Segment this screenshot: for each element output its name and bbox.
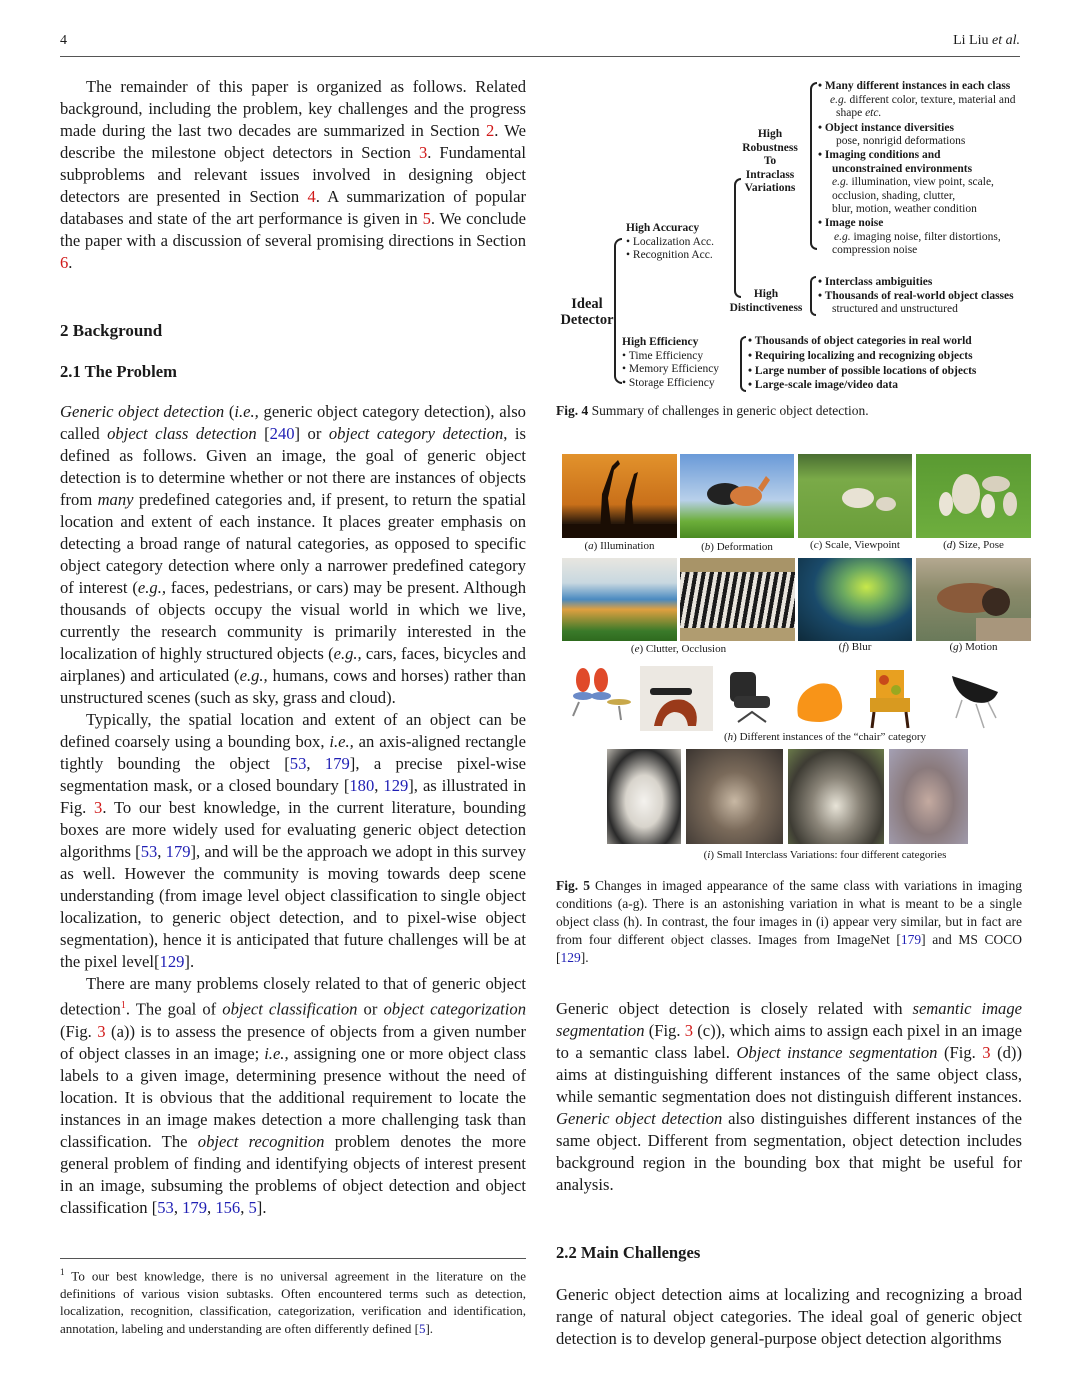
citation-link[interactable]: 53 bbox=[289, 754, 307, 773]
caption-h: (h) Different instances of the “chair” category bbox=[724, 731, 926, 743]
photo-motion-bird bbox=[916, 558, 1031, 641]
photo-clutter-airplanes bbox=[562, 558, 677, 641]
efficiency-brace bbox=[740, 336, 746, 392]
photo-coyote bbox=[889, 749, 968, 844]
figure-link-3[interactable]: 3 bbox=[94, 798, 103, 817]
citation-link[interactable]: 156 bbox=[215, 1197, 241, 1217]
caption-e: (e) Clutter, Occlusion bbox=[630, 643, 727, 655]
caption-i: (i) Small Interclass Variations: four different categories bbox=[703, 849, 947, 861]
page-header bbox=[60, 33, 1020, 57]
photo-occlusion-zebras bbox=[680, 558, 795, 641]
footnote-divider bbox=[60, 1258, 526, 1259]
citation-link[interactable]: 129 bbox=[159, 952, 185, 971]
figure-link-3[interactable]: 3 bbox=[97, 1021, 106, 1041]
figure-4-caption: Fig. 4 Summary of challenges in generic object detection. bbox=[556, 403, 869, 418]
paragraph-segmentation: Generic object detection is closely related with semantic image segmentation (Fig. 3 (c)), which aims to assign each pixel in an image to a semantic class label. Object instance segmentation (Fig. 3 (d)) aims at distinguishing different instances of the same object class, while semantic segmentation does not distinguish different instances. Generic object detection also distinguishes different instances of the same object. Different from segmentation, object detection includes background region in the bounding box that might be useful for analysis. bbox=[556, 999, 1023, 1194]
citation-link[interactable]: 129 bbox=[560, 950, 581, 965]
left-column bbox=[60, 76, 526, 1219]
photo-illumination-giraffes bbox=[562, 454, 677, 538]
caption-g: (g) Motion bbox=[949, 641, 998, 653]
caption-d: (d) Size, Pose bbox=[943, 539, 1004, 551]
citation-link[interactable]: 179 bbox=[182, 1197, 208, 1217]
robustness-brace bbox=[810, 82, 817, 250]
photo-chair-3 bbox=[718, 666, 780, 728]
caption-b: (b) Deformation bbox=[701, 541, 773, 553]
section-title: 2 Background bbox=[60, 321, 163, 340]
figure-link-3[interactable]: 3 bbox=[684, 1021, 693, 1040]
photo-husky bbox=[607, 749, 681, 844]
paragraph-bounding-box: Typically, the spatial location and extent of an object can be defined coarsely using a bounding box, i.e., an axis-aligned rectangle tightly bounding the object [53, 179], a precise pixel-wise segmentation mask, or a closed boundary [180, 129], as illustrated in Fig. 3. To our best knowledge, in the current literature, bounding boxes are more widely used for evaluating generic object detection algorithms [53, 179], and will be the approach we adopt in this survey as well. However the community is moving towards deep scene understanding (from image level object classification to single object localization, to generic object detection, and to pixel-wise object segmentation), hence it is anticipated that future challenges will be at the pixel level[129]. bbox=[60, 710, 527, 971]
citation-link[interactable]: 179 bbox=[900, 932, 922, 947]
citation-link[interactable]: 129 bbox=[383, 776, 409, 795]
photo-chair-1 bbox=[565, 666, 633, 728]
citation-link[interactable]: 179 bbox=[165, 842, 191, 861]
section-link-4[interactable]: 4 bbox=[307, 187, 316, 206]
caption-f: (f) Blur bbox=[838, 641, 872, 653]
section-link-5[interactable]: 5 bbox=[422, 209, 431, 228]
root-brace bbox=[614, 238, 622, 384]
citation-link[interactable]: 180 bbox=[349, 776, 375, 795]
section-link-6[interactable]: 6 bbox=[60, 253, 69, 272]
footnote: $^1$ To our best knowledge, there is no universal agreement in the literature on the definitions of various vision subtasks. Often encountered terms such as detection, localization, recognition, classification, categorization, verification and identification, annotation, labeling and understanding are often differently defined [5]. bbox=[60, 1267, 526, 1336]
photo-wolf-1 bbox=[686, 749, 783, 844]
photo-chair-5 bbox=[862, 666, 916, 730]
running-authors: Li Liu et al. bbox=[953, 33, 1020, 48]
photo-scale-sheep bbox=[798, 454, 912, 538]
efficiency-items: • Thousands of object categories in real world • Requiring localizing and recognizing objects • Large number of possible locations of objects • Large-scale image/video data bbox=[748, 335, 977, 392]
distinctiveness-brace bbox=[810, 276, 816, 316]
accuracy-node: High Accuracy • Localization Acc. • Recognition Acc. bbox=[626, 222, 715, 262]
photo-chair-6 bbox=[948, 666, 1004, 730]
citation-link[interactable]: 53 bbox=[140, 842, 158, 861]
citation-link[interactable]: 53 bbox=[157, 1197, 174, 1217]
paragraph-definition: Generic object detection (i.e., generic object category detection), also called object class detection [240] or object category detection, is defined as follows. Given an image, the goal of generic object detection is to determine whether or not there are instances of objects from many predefined categories and, if present, to return the spatial location and extent of each instance. It places greater emphasis on detecting a broad range of natural categories, as opposed to specific object category detection where only a narrower predefined category of interest (e.g., faces, pedestrians, or cars) may be present. Although thousands of objects occupy the visual world in which we live, currently the research community is primarily interested in the localization of highly structured objects (e.g., cars, faces, bicycles and airplanes) and articulated (e.g., humans, cows and horses) rather than unstructured scenes (such as sky, grass and cloud). bbox=[60, 402, 527, 707]
citation-link[interactable]: 5 bbox=[248, 1197, 257, 1217]
photo-wolf-2 bbox=[788, 749, 884, 844]
robustness-node: High Robustness To Intraclass Variations bbox=[742, 128, 798, 195]
subsection-title-main-challenges: 2.2 Main Challenges bbox=[556, 1243, 701, 1262]
citation-link[interactable]: 5 bbox=[418, 1320, 426, 1336]
photo-chair-2 bbox=[640, 666, 713, 731]
photo-deformation-horses bbox=[680, 454, 794, 538]
caption-a: (a) Illumination bbox=[584, 540, 655, 552]
photo-blur bbox=[798, 558, 912, 641]
figure-5-caption: Fig. 5 Changes in imaged appearance of the same class with variations in imaging conditions (a-g). There is an astonishing variation in what is meant to be a single object class (h). In contrast, the four images in (i) appear very similar, but in fact are from four different object classes. Images from ImageNet [179] and MS COCO [129]. bbox=[556, 878, 1023, 965]
page-number: 4 bbox=[60, 33, 67, 48]
distinctiveness-node: High Distinctiveness bbox=[729, 288, 803, 314]
paragraph-main-challenges: Generic object detection aims at localizing and recognizing a broad range of natural object categories. The ideal goal of generic object detection is to develop general-purpose object detection algorithms bbox=[556, 1285, 1022, 1348]
efficiency-node: High Efficiency • Time Efficiency • Memory Efficiency • Storage Efficiency bbox=[622, 336, 720, 389]
figure-link-3[interactable]: 3 bbox=[982, 1043, 991, 1062]
accuracy-brace bbox=[734, 178, 741, 298]
distinctiveness-items: • Interclass ambiguities • Thousands of real-world object classes structured and unstructured bbox=[818, 276, 1014, 316]
caption-c: (c) Scale, Viewpoint bbox=[810, 539, 900, 551]
photo-chair-4 bbox=[790, 676, 850, 726]
photo-size-pose-sheep bbox=[916, 454, 1031, 538]
section-link-3[interactable]: 3 bbox=[418, 143, 428, 162]
figure-4-diagram bbox=[556, 78, 1036, 398]
paragraph-related-problems: There are many problems closely related to that of generic object detection$^1$. The goal of object classification or object categorization (Fig. 3 (a)) is to assess the presence of objects from a given number of object classes in an image; i.e., assigning one or more object class labels to a given image, determining presence without the need of location. It is obvious that the additional requirement to locate the instances in an image makes detection a more challenging task than classification. The object recognition problem denotes the more general problem of finding and identifying objects of interest present in an image, subsuming the problems of object detection and object classification [53, 179, 156, 5]. bbox=[60, 974, 526, 1217]
footnote-marker[interactable]: 1 bbox=[120, 1000, 126, 1011]
citation-link[interactable]: 240 bbox=[269, 424, 295, 443]
intro-paragraph: The remainder of this paper is organized as follows. Related background, including the problem, key challenges and the progress made during the last two decades are summarized in Section 2. We describe the milestone object detectors in Section 3. Fundamental subproblems and relevant issues involved in designing object detectors are presented in Section 4. A summarization of popular databases and state of the art performance is given in 5. We conclude the paper with a discussion of several promising directions in Section 6. bbox=[60, 77, 527, 272]
root-node: Ideal Detector bbox=[560, 296, 614, 328]
subsection-title: 2.1 The Problem bbox=[60, 362, 177, 381]
right-column bbox=[556, 998, 1022, 1350]
citation-link[interactable]: 179 bbox=[324, 754, 350, 773]
section-link-2[interactable]: 2 bbox=[485, 121, 495, 140]
robustness-items: • Many different instances in each class e.g. different color, texture, material and shape etc. • Object instance diversities pose, nonrigid deformations • Imaging conditions and unconstrained environments e.g. illumination, view point, scale, occlusion, shading, clutter, blur, motion, weather condition • Image noise e.g. imaging noise, filter distortions, compression noise bbox=[818, 80, 1016, 257]
